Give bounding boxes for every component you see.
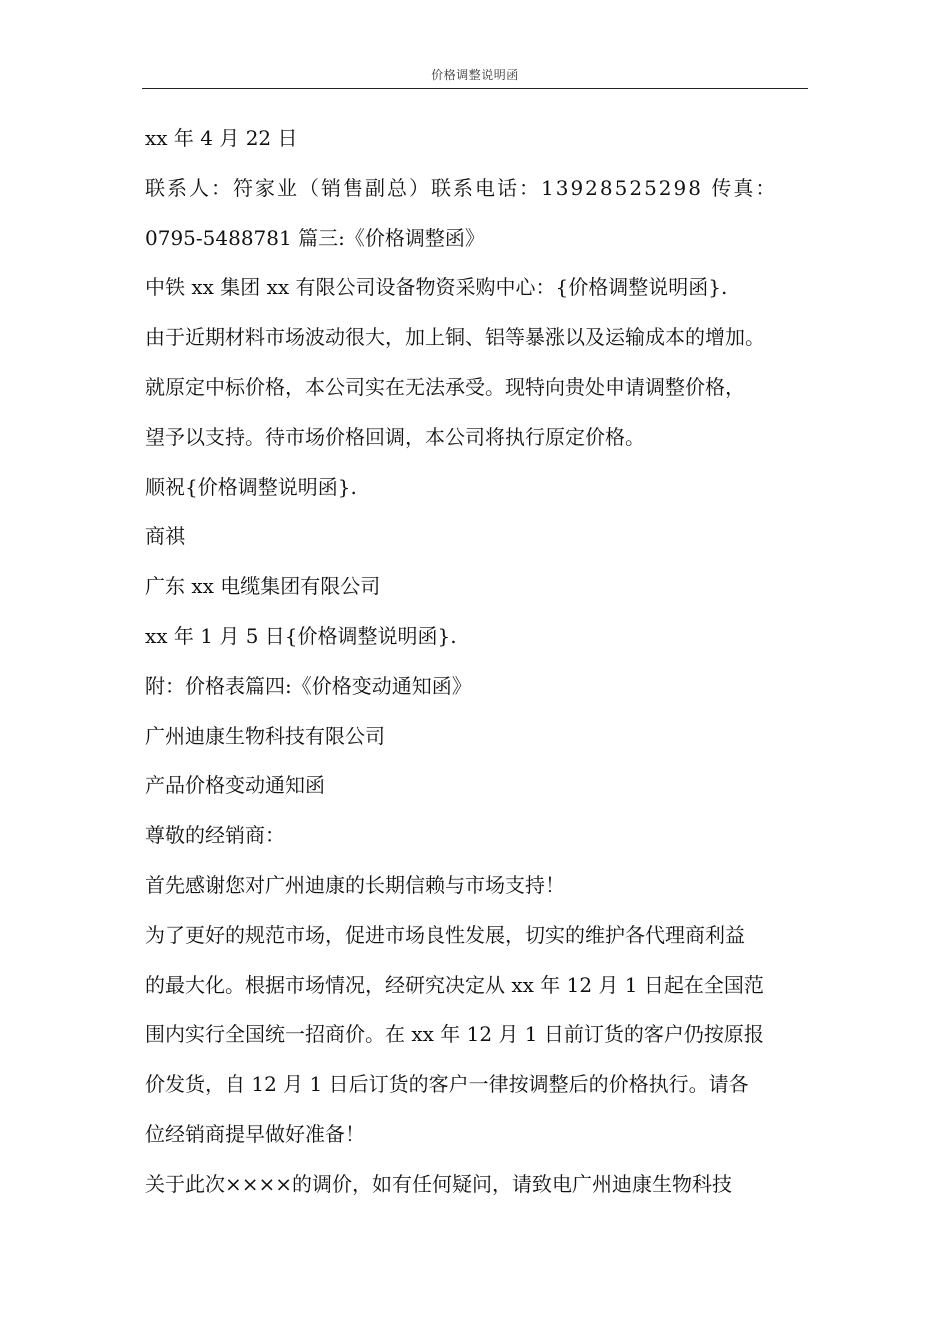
- paragraph-line: 望予以支持。待市场价格回调，本公司将执行原定价格。: [145, 424, 645, 449]
- paragraph-line: 围内实行全国统一招商价。在 xx 年 12 月 1 日前订货的客户仍按原报: [145, 1022, 764, 1047]
- salutation: 尊敬的经销商：: [145, 823, 285, 848]
- paragraph-line: 为了更好的规范市场，促进市场良性发展，切实的维护各代理商利益: [145, 922, 745, 947]
- recipient-line: 中铁 xx 集团 xx 有限公司设备物资采购中心：{价格调整说明函}.: [145, 275, 728, 300]
- notice-title: 产品价格变动通知函: [145, 773, 325, 798]
- attachment-line: 附：价格表篇四:《价格变动通知函》: [145, 673, 472, 698]
- page-header-title: 价格调整说明函: [431, 68, 519, 82]
- header-divider: [142, 88, 808, 89]
- paragraph-line: 关于此次××××的调价，如有任何疑问，请致电广州迪康生物科技: [145, 1171, 733, 1196]
- document-body: [145, 120, 810, 1216]
- signature-date: xx 年 1 月 5 日{价格调整说明函}.: [145, 623, 457, 648]
- contact-line: 联系人：符家业（销售副总）联系电话：13928525298 传真：: [145, 175, 778, 200]
- paragraph-line: 位经销商提早做好准备！: [145, 1121, 365, 1146]
- company-name: 广州迪康生物科技有限公司: [145, 723, 385, 748]
- paragraph-line: 的最大化。根据市场情况，经研究决定从 xx 年 12 月 1 日起在全国范: [145, 972, 764, 997]
- company-signature: 广东 xx 电缆集团有限公司: [145, 574, 381, 599]
- fax-section-line: 0795-5488781 篇三:《价格调整函》: [145, 225, 485, 250]
- closing-line: 商祺: [145, 524, 185, 549]
- paragraph-line: 首先感谢您对广州迪康的长期信赖与市场支持！: [145, 872, 565, 897]
- paragraph-line: 价发货，自 12 月 1 日后订货的客户一律按调整后的价格执行。请各: [145, 1072, 749, 1097]
- closing-line: 顺祝{价格调整说明函}.: [145, 474, 357, 499]
- paragraph-line: 就原定中标价格，本公司实在无法承受。现特向贵处申请调整价格，: [145, 374, 745, 399]
- date-line: xx 年 4 月 22 日: [145, 126, 298, 150]
- paragraph-line: 由于近期材料市场波动很大，加上铜、铝等暴涨以及运输成本的增加。: [145, 325, 765, 350]
